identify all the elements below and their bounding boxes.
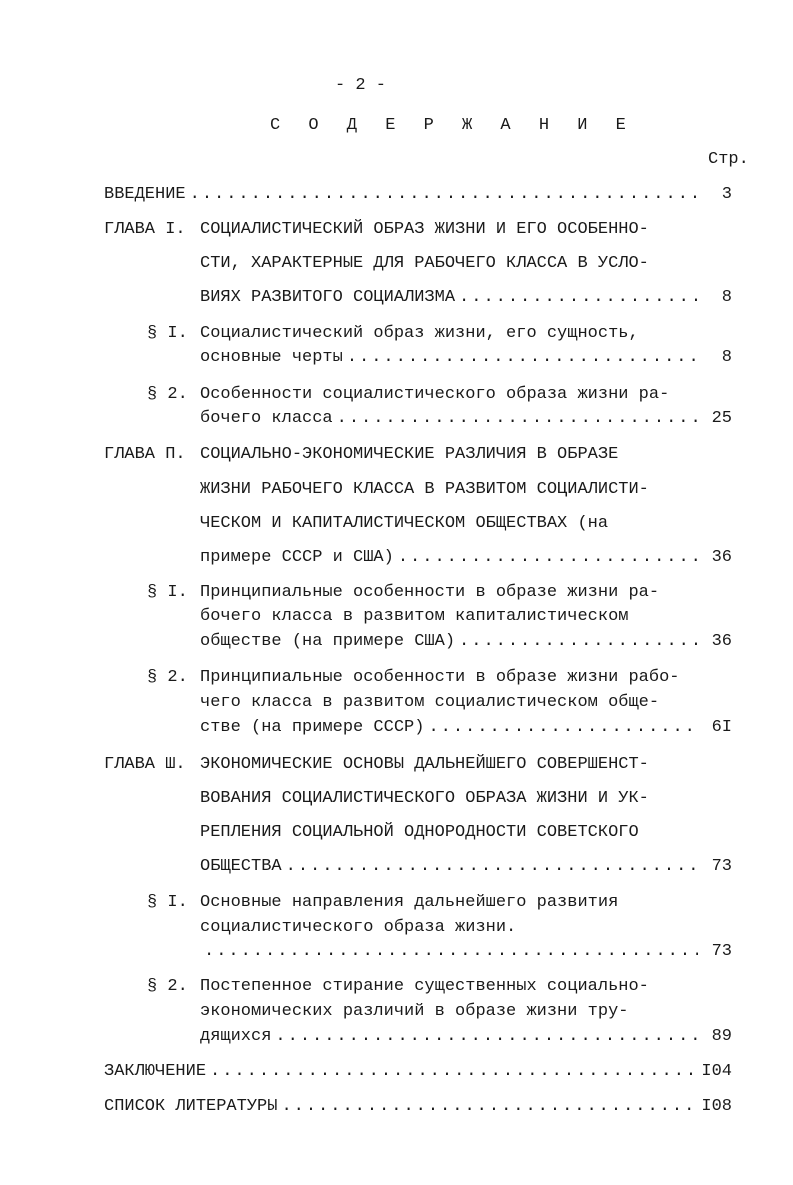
- chapter-2-line-3: ЧЕСКОМ И КАПИТАЛИСТИЧЕСКОМ ОБЩЕСТВАХ (на: [200, 514, 609, 533]
- chapter-2-line-2: ЖИЗНИ РАБОЧЕГО КЛАССА В РАЗВИТОМ СОЦИАЛИСТИ-: [200, 480, 649, 499]
- section-2-2-line-1: Принципиальные особенности в образе жизни рабо-: [200, 668, 680, 687]
- chapter-3-line-1: ЭКОНОМИЧЕСКИЕ ОСНОВЫ ДАЛЬНЕЙШЕГО СОВЕРШЕНСТ-: [200, 755, 649, 774]
- toc-page-number: 8: [721, 288, 732, 307]
- section-3-1-page-line: [200, 942, 732, 961]
- section-3-2-last-line: [200, 1027, 732, 1046]
- leader-dots: [286, 857, 698, 876]
- section-2-1-prefix: § I.: [147, 583, 188, 602]
- toc-label: обществе (на примере США): [200, 632, 456, 651]
- section-1-1-line-1: Социалистический образ жизни, его сущность,: [200, 324, 639, 343]
- toc-page-number: 36: [711, 632, 732, 651]
- toc-page-number: 73: [711, 942, 732, 961]
- toc-label: ОБЩЕСТВА: [200, 857, 282, 876]
- toc-page-number: 25: [711, 409, 732, 428]
- page-title: С О Д Е Р Ж А Н И Е: [270, 116, 635, 135]
- toc-entry-bibliography: [104, 1097, 732, 1116]
- section-3-2-line-1: Постепенное стирание существенных социально-: [200, 977, 649, 996]
- chapter-3-prefix: ГЛАВА Ш.: [104, 755, 186, 774]
- section-2-2-line-2: чего класса в развитом социалистическом обще-: [200, 693, 660, 712]
- section-1-1-last-line: [200, 348, 732, 367]
- leader-dots: [210, 1062, 697, 1081]
- section-2-2-last-line: [200, 718, 732, 737]
- toc-entry-introduction: [104, 185, 732, 204]
- toc-label: дящихся: [200, 1027, 272, 1046]
- section-3-2-prefix: § 2.: [147, 977, 188, 996]
- section-1-2-line-1: Особенности социалистического образа жизни ра-: [200, 385, 670, 404]
- toc-label: СПИСОК ЛИТЕРАТУРЫ: [104, 1097, 278, 1116]
- chapter-3-line-3: РЕПЛЕНИЯ СОЦИАЛЬНОЙ ОДНОРОДНОСТИ СОВЕТСКОГО: [200, 823, 639, 842]
- toc-label: ВВЕДЕНИЕ: [104, 185, 186, 204]
- section-2-1-line-1: Принципиальные особенности в образе жизни ра-: [200, 583, 660, 602]
- chapter-2-line-1: СОЦИАЛЬНО-ЭКОНОМИЧЕСКИЕ РАЗЛИЧИЯ В ОБРАЗЕ: [200, 445, 619, 464]
- leader-dots: [398, 548, 698, 567]
- section-1-2-last-line: [200, 409, 732, 428]
- chapter-2-last-line: [200, 548, 732, 567]
- section-2-2-prefix: § 2.: [147, 668, 188, 687]
- leader-dots: [459, 632, 698, 651]
- section-1-1-prefix: § I.: [147, 324, 188, 343]
- toc-page-number: 36: [711, 548, 732, 567]
- toc-label: стве (на примере СССР): [200, 718, 425, 737]
- chapter-2-prefix: ГЛАВА П.: [104, 445, 186, 464]
- leader-dots: [428, 718, 698, 737]
- leader-dots: [275, 1027, 698, 1046]
- toc-page-number: 3: [721, 185, 732, 204]
- chapter-3-line-2: ВОВАНИЯ СОЦИАЛИСТИЧЕСКОГО ОБРАЗА ЖИЗНИ И УК-: [200, 789, 649, 808]
- page-column-header: Стр.: [708, 150, 749, 169]
- toc-label: основные черты: [200, 348, 343, 367]
- toc-label: бочего класса: [200, 409, 333, 428]
- toc-page-number: I08: [701, 1097, 732, 1116]
- toc-page-number: 89: [711, 1027, 732, 1046]
- toc-label: ЗАКЛЮЧЕНИЕ: [104, 1062, 207, 1081]
- leader-dots: [347, 348, 698, 367]
- toc-label: примере СССР и США): [200, 548, 394, 567]
- chapter-3-last-line: [200, 857, 732, 876]
- toc-page-number: 73: [711, 857, 732, 876]
- toc-entry-conclusion: [104, 1062, 732, 1081]
- section-2-1-line-2: бочего класса в развитом капиталистическом: [200, 607, 629, 626]
- leader-dots: [459, 288, 698, 307]
- chapter-1-line-2: СТИ, ХАРАКТЕРНЫЕ ДЛЯ РАБОЧЕГО КЛАССА В УСЛО-: [200, 254, 649, 273]
- chapter-1-prefix: ГЛАВА I.: [104, 220, 186, 239]
- section-3-1-line-2: социалистического образа жизни.: [200, 918, 517, 937]
- section-1-2-prefix: § 2.: [147, 385, 188, 404]
- toc-label: ВИЯХ РАЗВИТОГО СОЦИАЛИЗМА: [200, 288, 456, 307]
- chapter-1-line-1: СОЦИАЛИСТИЧЕСКИЙ ОБРАЗ ЖИЗНИ И ЕГО ОСОБЕННО-: [200, 220, 649, 239]
- section-3-1-line-1: Основные направления дальнейшего развития: [200, 893, 619, 912]
- toc-page-number: 6I: [711, 718, 732, 737]
- section-2-1-last-line: [200, 632, 732, 651]
- page-number: - 2 -: [335, 76, 387, 95]
- leader-dots: [281, 1097, 697, 1116]
- leader-dots: [337, 409, 698, 428]
- chapter-1-last-line: [200, 288, 732, 307]
- section-3-1-prefix: § I.: [147, 893, 188, 912]
- leader-dots: [204, 942, 698, 961]
- section-3-2-line-2: экономических различий в образе жизни тру-: [200, 1002, 629, 1021]
- toc-page-number: 8: [721, 348, 732, 367]
- leader-dots: [190, 185, 698, 204]
- toc-page-number: I04: [701, 1062, 732, 1081]
